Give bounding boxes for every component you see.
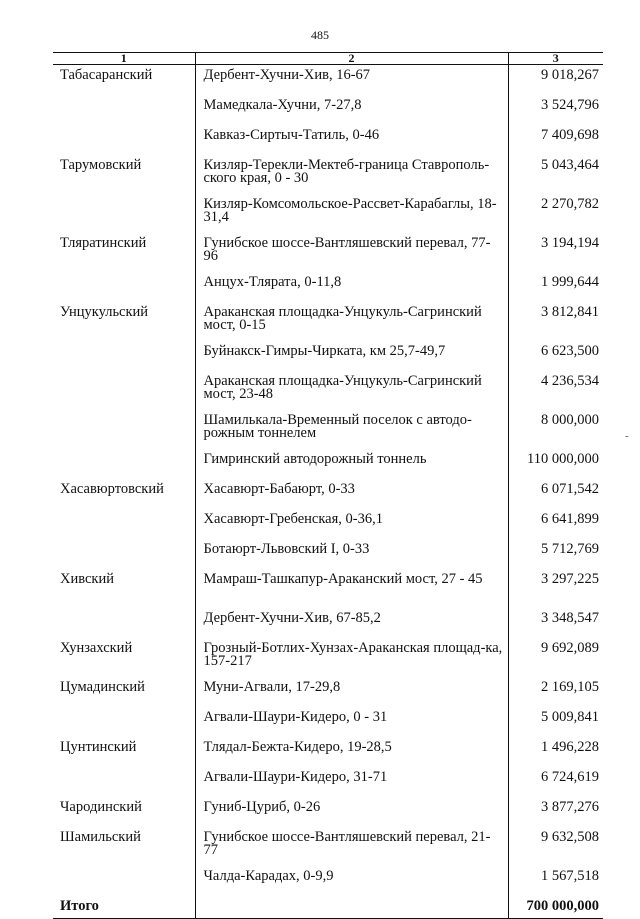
amount-cell: 110 000,000 — [508, 449, 603, 479]
region-cell: Хасавюртовский — [60, 481, 164, 497]
road-cell: Дербент-Хучни-Хив, 67-85,2 — [195, 608, 508, 638]
table-body — [53, 65, 603, 919]
region-cell: Хунзахский — [60, 640, 133, 656]
road-cell: Кизляр-Комсомольское-Рассвет-Карабаглы, 18-31,4 — [195, 194, 508, 233]
table-row — [53, 737, 603, 767]
table-row — [53, 479, 603, 509]
amount-cell: 5 712,769 — [508, 539, 603, 569]
amount-cell: 6 071,542 — [508, 479, 603, 509]
region-cell — [53, 95, 195, 125]
road-cell: Кавказ-Сиртыч-Татиль, 0-46 — [195, 125, 508, 155]
region-cell — [53, 866, 195, 896]
road-cell: Муни-Агвали, 17-29,8 — [195, 677, 508, 707]
region-cell — [53, 509, 195, 539]
road-cell: Хасавюрт-Бабаюрт, 0-33 — [195, 479, 508, 509]
total-amount: 700 000,000 — [508, 896, 603, 919]
table-row — [53, 194, 603, 233]
column-header-3: 3 — [508, 53, 603, 65]
page-number: 485 — [311, 28, 329, 42]
region-cell: Хивский — [60, 571, 114, 587]
region-cell — [53, 449, 195, 479]
amount-cell: 6 641,899 — [508, 509, 603, 539]
table-row — [53, 125, 603, 155]
total-label: Итого — [53, 896, 195, 919]
road-cell: Мамедкала-Хучни, 7-27,8 — [195, 95, 508, 125]
region-cell — [53, 194, 195, 233]
region-cell — [53, 341, 195, 371]
column-header-2: 2 — [195, 53, 508, 65]
allocation-table — [53, 52, 603, 919]
total-row — [53, 896, 603, 919]
region-cell — [53, 608, 195, 638]
amount-cell: 3 877,276 — [508, 797, 603, 827]
region-cell: Цунтинский — [60, 739, 137, 755]
road-cell: Грозный-Ботлих-Хунзах-Араканская площад-ка, 157-217 — [195, 638, 508, 677]
region-cell — [53, 410, 195, 449]
road-cell: Хасавюрт-Гребенская, 0-36,1 — [195, 509, 508, 539]
road-cell: Кизляр-Терекли-Мектеб-граница Ставрополь-ского края, 0 - 30 — [195, 155, 508, 194]
table-row — [53, 866, 603, 896]
margin-mark: - — [625, 430, 629, 442]
table-row — [53, 677, 603, 707]
region-cell — [53, 125, 195, 155]
amount-cell: 4 236,534 — [508, 371, 603, 410]
amount-cell: 9 018,267 — [508, 65, 603, 96]
table-row — [53, 272, 603, 302]
road-cell: Дербент-Хучни-Хив, 16-67 — [195, 65, 508, 96]
region-cell: Тляратинский — [60, 235, 147, 251]
table-row — [53, 341, 603, 371]
amount-cell: 9 692,089 — [508, 638, 603, 677]
amount-cell: 3 194,194 — [508, 233, 603, 272]
road-cell: Гунибское шоссе-Вантляшевский перевал, 77-96 — [195, 233, 508, 272]
region-cell — [53, 707, 195, 737]
table-row — [53, 569, 603, 608]
amount-cell: 3 297,225 — [508, 569, 603, 608]
region-cell: Чародинский — [60, 799, 142, 815]
road-cell: Агвали-Шаури-Кидеро, 31-71 — [195, 767, 508, 797]
table-row — [53, 65, 603, 96]
table-row — [53, 410, 603, 449]
table-row — [53, 767, 603, 797]
amount-cell: 6 623,500 — [508, 341, 603, 371]
amount-cell: 8 000,000 — [508, 410, 603, 449]
region-cell: Унцукульский — [60, 304, 149, 320]
road-cell: Мамраш-Ташкапур-Араканский мост, 27 - 45 — [195, 569, 508, 608]
region-cell: Цумадинский — [60, 679, 145, 695]
region-cell — [53, 272, 195, 302]
road-cell: Тлядал-Бежта-Кидеро, 19-28,5 — [195, 737, 508, 767]
region-cell — [53, 371, 195, 410]
road-cell: Гуниб-Цуриб, 0-26 — [195, 797, 508, 827]
table-row — [53, 827, 603, 866]
road-cell: Анцух-Тлярата, 0-11,8 — [195, 272, 508, 302]
amount-cell: 3 812,841 — [508, 302, 603, 341]
region-cell — [53, 767, 195, 797]
table-row — [53, 638, 603, 677]
road-cell: Ботаюрт-Львовский I, 0-33 — [195, 539, 508, 569]
amount-cell: 6 724,619 — [508, 767, 603, 797]
table-row — [53, 608, 603, 638]
table-row — [53, 95, 603, 125]
amount-cell: 1 567,518 — [508, 866, 603, 896]
road-cell: Гунибское шоссе-Вантляшевский перевал, 21-77 — [195, 827, 508, 866]
table-row — [53, 233, 603, 272]
amount-cell: 3 524,796 — [508, 95, 603, 125]
table-row — [53, 155, 603, 194]
amount-cell: 3 348,547 — [508, 608, 603, 638]
road-cell: Гимринский автодорожный тоннель — [195, 449, 508, 479]
table-row — [53, 371, 603, 410]
road-cell: Чалда-Карадах, 0-9,9 — [195, 866, 508, 896]
amount-cell: 1 999,644 — [508, 272, 603, 302]
table-row — [53, 539, 603, 569]
road-cell: Араканская площадка-Унцукуль-Сагринский мост, 23-48 — [195, 371, 508, 410]
road-cell: Шамилькала-Временный поселок с автодо-рожным тоннелем — [195, 410, 508, 449]
table-row — [53, 449, 603, 479]
amount-cell: 5 043,464 — [508, 155, 603, 194]
column-header-1: 1 — [53, 53, 195, 65]
road-cell: Буйнакск-Гимры-Чирката, км 25,7-49,7 — [195, 341, 508, 371]
table-row — [53, 797, 603, 827]
road-cell: Агвали-Шаури-Кидеро, 0 - 31 — [195, 707, 508, 737]
amount-cell: 5 009,841 — [508, 707, 603, 737]
total-road-cell — [195, 896, 508, 919]
region-cell: Шамильский — [60, 829, 141, 845]
region-cell — [53, 539, 195, 569]
table-header — [53, 53, 603, 65]
region-cell: Тарумовский — [60, 157, 142, 173]
road-cell: Араканская площадка-Унцукуль-Сагринский мост, 0-15 — [195, 302, 508, 341]
table-row — [53, 302, 603, 341]
amount-cell: 2 270,782 — [508, 194, 603, 233]
table-row — [53, 509, 603, 539]
amount-cell: 1 496,228 — [508, 737, 603, 767]
amount-cell: 9 632,508 — [508, 827, 603, 866]
amount-cell: 2 169,105 — [508, 677, 603, 707]
region-cell: Табасаранский — [60, 67, 153, 83]
table-row — [53, 707, 603, 737]
amount-cell: 7 409,698 — [508, 125, 603, 155]
